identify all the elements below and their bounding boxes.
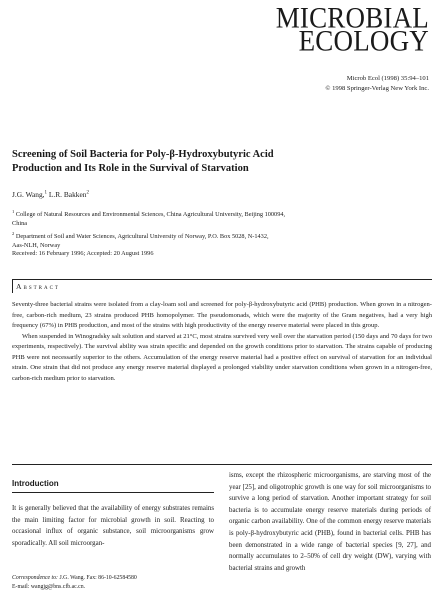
correspondence-email: E-mail: wangjg@bns.cfb.ac.cn. — [12, 583, 86, 590]
intro-paragraph: It is generally believed that the availability of energy substrates remains the main limiting factor for microbial growth in soil. Reacting to occasional influx of organic substance, soil microorganisms grow sporadically. All soil microorgan- — [12, 505, 214, 547]
abstract-body — [12, 300, 432, 384]
abstract-label: Abstract — [16, 282, 60, 291]
citation-line: Microb Ecol (1998) 35:94–101 — [346, 75, 429, 82]
journal-name-line1: MICROBIAL — [275, 1, 429, 35]
affiliations — [12, 208, 432, 253]
affiliation — [12, 208, 432, 229]
copyright-line: © 1998 Springer-Verlag New York Inc. — [325, 84, 429, 92]
affiliation-text: Aas-NLH, Norway — [12, 242, 61, 250]
article-title — [12, 148, 412, 175]
affiliation-text: China — [12, 219, 28, 227]
received-dates: Received: 16 February 1996; Accepted: 20 August 1996 — [12, 250, 154, 257]
correspondence-label: Correspondence to: — [12, 575, 58, 581]
journal-masthead — [275, 1, 429, 58]
affiliation — [12, 230, 432, 251]
author-name: L.R. Bakken — [47, 190, 87, 199]
abstract-end-rule — [12, 464, 432, 465]
author-affil-mark: 2 — [86, 190, 89, 196]
journal-name-line2: ECOLOGY — [298, 24, 429, 58]
affil-mark: 2 — [12, 231, 15, 237]
section-heading: Introduction — [12, 479, 59, 488]
abstract-paragraph: Seventy-three bacterial strains were isolated from a clay-loam soil and screened for poly-β-hydroxybutyric acid (PHB) production. When grown in a nitrogen-free, carbon-rich medium, 23 strains produced PHB homopolymer. The pseudomonads, which were the majority of the Gram negatives, had a very high frequency (67%) in PHB production, and most of the strains with high productivity of the energy reserve material were placed in this group. — [12, 301, 432, 330]
affiliation-text: Department of Soil and Water Sciences, Agricultural University of Norway, P.O. Box 5028, N-1432, — [14, 233, 269, 241]
intro-column — [12, 470, 214, 549]
abstract-bar — [12, 279, 13, 293]
section-rule — [12, 492, 214, 493]
affil-mark: 1 — [12, 209, 15, 214]
abstract-rule — [12, 279, 432, 280]
author-name: J.G. Wang, — [12, 190, 45, 199]
body-column-right: isms, except the rhizospheric microorganisms, are starving most of the year [25], and oligotrophic growth is one way for soil microorganisms to survive a long period of starvation. Another important strategy for soil bacteria is to accumulate energy reserve materials during periods of organic carbon availability. One of the common energy reserve materials is poly-β-hydroxybutyric acid (PHB), found in bacterial cells. PHB has been demonstrated in a wide range of bacterial species [9, 27], and normally accumulates to 2–50% of cell dry weight (DW), varying with bacterial strains and growth — [229, 472, 431, 572]
citation-block — [325, 74, 429, 93]
author-list — [12, 190, 89, 199]
correspondence-text: J.G. Wang. Fax: 86-10-62584580 — [58, 575, 137, 581]
affiliation-text: College of Natural Resources and Environmental Sciences, China Agricultural University, Beijing 100094, — [14, 211, 286, 219]
title-line2: Production and Its Role in the Survival of Starvation — [12, 162, 249, 174]
abstract-paragraph: When suspended in Winogradsky salt solution and starved at 21°C, most strains survived very well over the starvation period (150 days and 70 days for two experiments, respectively). The survival ability was strain specific and depended on the growth conditions prior to starvation. The strains capable of producing PHB were not necessarily superior to the others. Accumulation of the energy reserve material had a positive effect on survival of starvation for an individual strain. One strain that did not produce any energy reserve material displayed a prolonged viability under starvation conditions when grown in a nitrogen-free, carbon-rich medium prior to starvation. — [12, 332, 432, 382]
correspondence-footnote — [12, 574, 214, 591]
author-affil-mark: 1 — [44, 190, 48, 196]
title-line1: Screening of Soil Bacteria for Poly-β-Hydroxybutyric Acid — [12, 149, 274, 160]
abstract-heading — [12, 279, 432, 295]
